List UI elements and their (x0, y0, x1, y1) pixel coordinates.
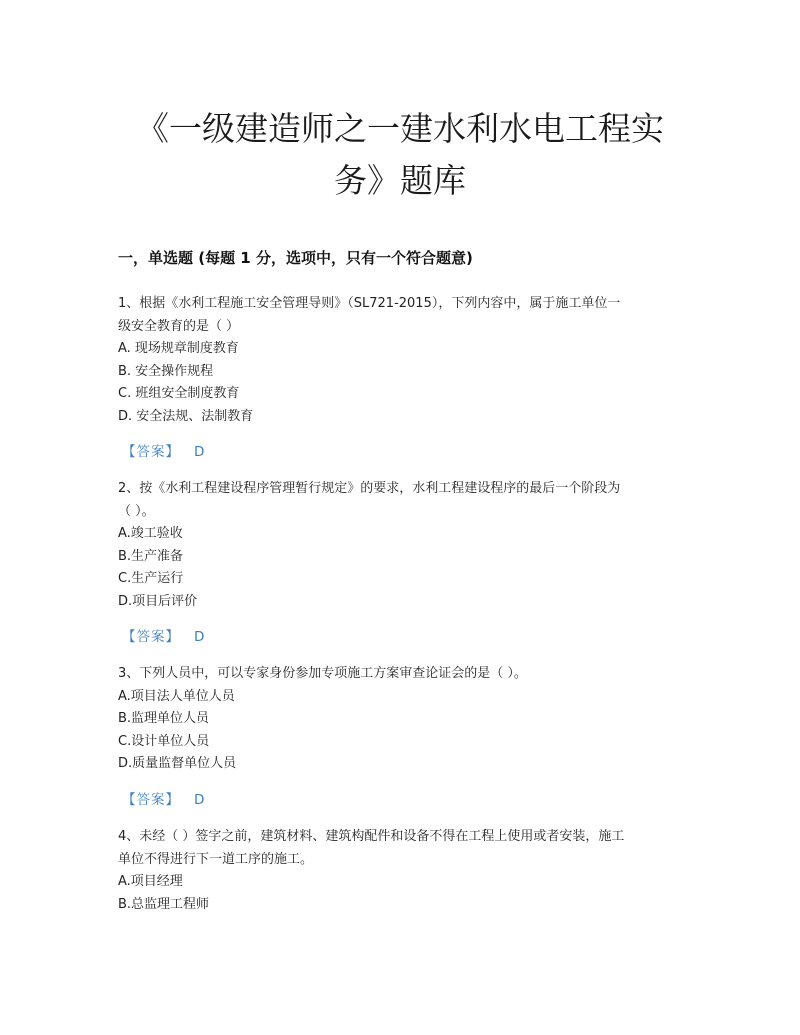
title-line-2: 务》题库 (334, 161, 466, 200)
question-stem-line: 单位不得进行下一道工序的施工。 (118, 851, 314, 867)
answer-label: 【答案】 (122, 629, 180, 645)
question-stem-line: 4、未经（ ）签字之前，建筑材料、建筑构配件和设备不得在工程上使用或者安装，施工 (118, 829, 625, 844)
question-stem-line: 2、按《水利工程建设程序管理暂行规定》的要求，水利工程建设程序的最后一个阶段为 (118, 481, 621, 496)
title-line-1: 《一级建造师之一建水利水电工程实 (136, 109, 664, 148)
section-heading: 一，单选题 (每题 1 分，选项中，只有一个符合题意) (118, 249, 473, 267)
option-a: A.竣工验收 (118, 526, 183, 541)
question-1 (118, 293, 682, 428)
answer-label: 【答案】 (122, 792, 180, 808)
option-c: C.设计单位人员 (118, 733, 210, 749)
answer-value: D (194, 792, 205, 808)
answer-value: D (194, 444, 205, 460)
question-stem-line: 3、下列人员中，可以专家身份参加专项施工方案审查论证会的是（ ）。 (118, 666, 527, 681)
option-d: D. 安全法规、法制教育 (118, 408, 254, 424)
question-4 (118, 826, 682, 916)
option-a: A.项目经理 (118, 874, 183, 889)
option-a: A.项目法人单位人员 (118, 688, 235, 704)
question-stem-line: 级安全教育的是（ ） (118, 318, 240, 334)
option-b: B. 安全操作规程 (118, 363, 214, 379)
option-b: B.生产准备 (118, 548, 184, 564)
answer-value: D (194, 629, 205, 645)
option-b: B.监理单位人员 (118, 711, 210, 726)
option-c: C. 班组安全制度教育 (118, 386, 240, 401)
question-stem-line: （ ）。 (118, 503, 155, 519)
answer-1 (122, 441, 204, 463)
answer-label: 【答案】 (122, 444, 180, 460)
answer-2 (122, 626, 204, 648)
option-d: D.项目后评价 (118, 593, 198, 609)
document-title (100, 103, 700, 207)
question-3 (118, 663, 682, 776)
option-d: D.质量监督单位人员 (118, 756, 237, 771)
option-b: B.总监理工程师 (118, 896, 210, 912)
question-stem-line: 1、根据《水利工程施工安全管理导则》（SL721-2015），下列内容中，属于施工单位一 (118, 296, 621, 311)
answer-3 (122, 789, 204, 811)
question-2 (118, 478, 682, 613)
option-a: A. 现场规章制度教育 (118, 341, 239, 356)
option-c: C.生产运行 (118, 571, 184, 586)
